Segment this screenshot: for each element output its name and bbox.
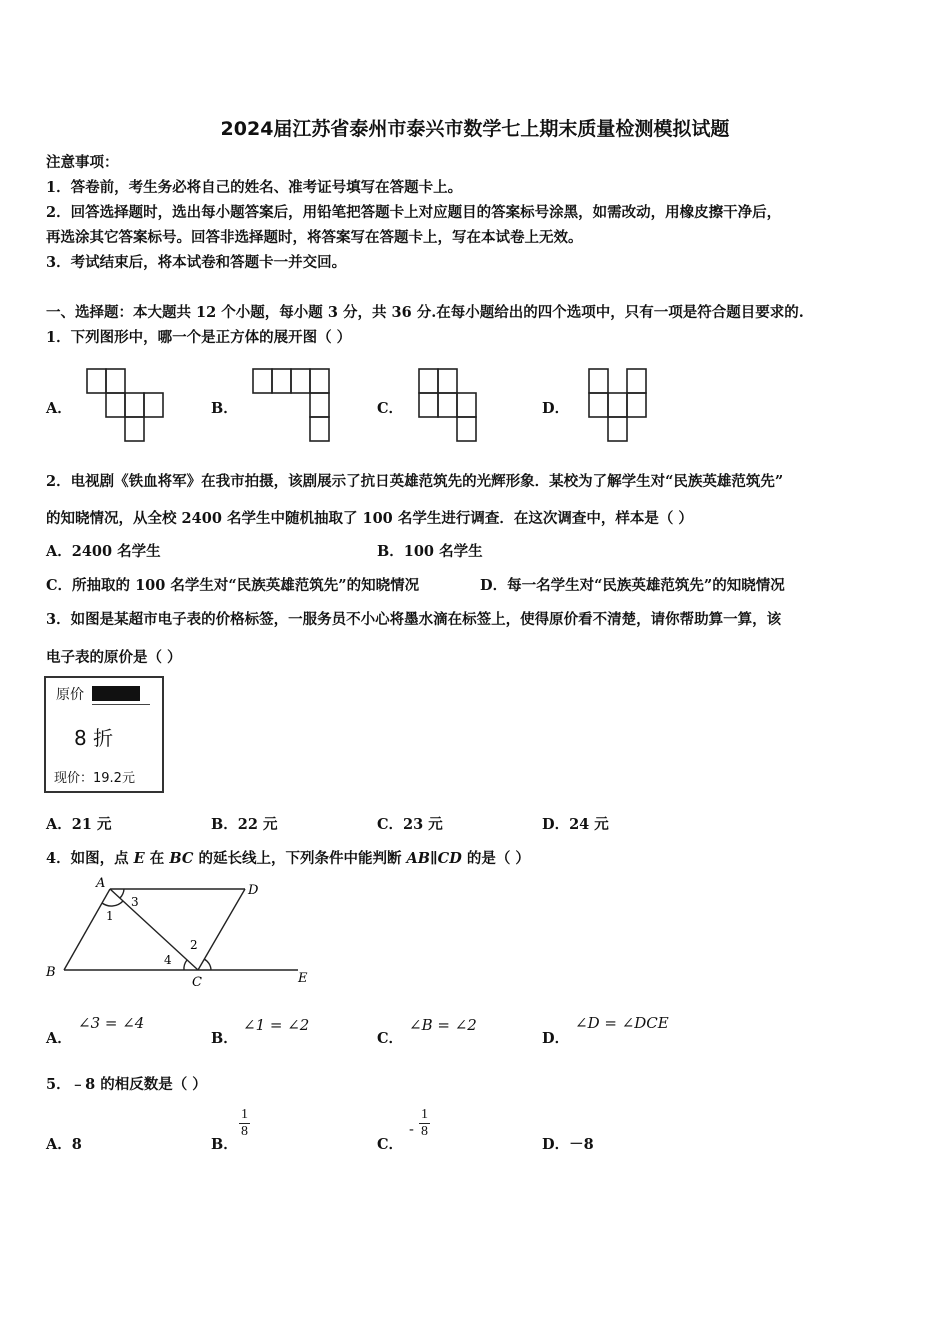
q1-net-d (586, 367, 652, 445)
q4-stem-parallel: AB∥CD (406, 850, 462, 867)
q2-option-a: A．2400 名学生 (46, 543, 161, 560)
notice-heading: 注意事项： (46, 154, 119, 171)
q4-label-c: C (192, 975, 202, 990)
q1-option-d: D． (542, 400, 570, 417)
q5-b-denominator: 8 (241, 1124, 248, 1139)
notice-item-3: 3．考试结束后，将本试卷和答题卡一并交回。 (46, 254, 347, 271)
q4-stem (46, 847, 530, 868)
q1-option-c: C． (377, 400, 404, 417)
price-tag-discount: 8 折 (74, 726, 114, 750)
q4-angle-2: 2 (190, 938, 198, 952)
q3-option-b: B．22 元 (211, 816, 278, 833)
q2-option-b: B．100 名学生 (377, 543, 483, 560)
q4-option-d-math: ∠D = ∠DCE (575, 1014, 669, 1032)
q4-stem-line-bc: BC (169, 850, 194, 867)
q5-c-numerator: 1 (421, 1107, 428, 1122)
q4-label-d: D (248, 883, 259, 898)
q5-option-a: A．8 (46, 1136, 82, 1153)
q4-option-b-label: B． (211, 1030, 238, 1047)
q4-stem-part4: 的是（ ） (461, 850, 530, 867)
page-title: 2024届江苏省泰州市泰兴市数学七上期末质量检测模拟试题 (220, 118, 730, 140)
ink-blot (92, 686, 140, 701)
q4-option-c-label: C． (377, 1030, 404, 1047)
q1-net-a (84, 367, 166, 445)
q4-stem-point-e: E (133, 850, 145, 867)
notice-item-2: 2．回答选择题时，选出每小题答案后，用铅笔把答题卡上对应题目的答案标号涂黑，如需改动，用橡皮擦干净后， (46, 204, 782, 221)
q4-option-d-label: D． (542, 1030, 570, 1047)
q5-option-d: D．－8 (542, 1136, 594, 1153)
q5-option-c-fraction (419, 1107, 430, 1140)
price-tag-original-label: 原价 (56, 687, 84, 703)
q1-stem: 1．下列图形中，哪一个是正方体的展开图（ ） (46, 329, 352, 346)
notice-item-1: 1．答卷前，考生务必将自己的姓名、准考证号填写在答题卡上。 (46, 179, 463, 196)
q5-option-c-sign: - (409, 1122, 414, 1138)
q4-option-a-label: A． (46, 1030, 72, 1047)
q1-net-c (416, 367, 482, 445)
q3-option-c: C．23 元 (377, 816, 443, 833)
q4-stem-part1: 4．如图，点 (46, 850, 134, 867)
q4-angle-3: 3 (131, 895, 139, 909)
price-underline (92, 704, 150, 705)
q1-net-b (250, 367, 332, 445)
q4-option-c-math: ∠B = ∠2 (409, 1016, 477, 1034)
q2-option-c: C．所抽取的 100 名学生对“民族英雄范筑先”的知晓情况 (46, 577, 420, 594)
q4-stem-part3: 的延长线上，下列条件中能判断 (193, 850, 407, 867)
q4-label-e: E (298, 971, 308, 986)
q1-option-b: B． (211, 400, 238, 417)
q3-stem-line1: 3．如图是某超市电子表的价格标签，一服务员不小心将墨水滴在标签上，使得原价看不清楚，请你帮助算一算，该 (46, 611, 782, 628)
section-heading: 一、选择题：本大题共 12 个小题，每小题 3 分，共 36 分.在每小题给出的四个选项中，只有一项是符合题目要求的. (46, 304, 804, 321)
q5-option-c-label: C． (377, 1136, 404, 1153)
q4-label-b: B (46, 965, 56, 980)
q4-angle-4: 4 (164, 953, 172, 967)
q3-option-d: D．24 元 (542, 816, 609, 833)
q1-option-a: A． (46, 400, 72, 417)
q2-stem-line1: 2．电视剧《铁血将军》在我市拍摄，该剧展示了抗日英雄范筑先的光辉形象．某校为了解学生对“民族英雄范筑先” (46, 473, 784, 490)
q4-angle-1: 1 (106, 909, 114, 923)
notice-item-2-cont: 再选涂其它答案标号。回答非选择题时，将答案写在答题卡上，写在本试卷上无效。 (46, 229, 583, 246)
q5-option-b-fraction (239, 1107, 250, 1140)
q4-figure (40, 872, 320, 994)
q4-option-b-math: ∠1 = ∠2 (243, 1016, 310, 1034)
q3-option-a: A．21 元 (46, 816, 112, 833)
q5-stem: 5．﹣8 的相反数是（ ） (46, 1076, 207, 1093)
q4-option-a-math: ∠3 = ∠4 (78, 1014, 145, 1032)
q4-label-a: A (96, 876, 106, 891)
price-tag (44, 676, 164, 793)
q2-option-d: D．每一名学生对“民族英雄范筑先”的知晓情况 (480, 577, 785, 594)
q3-stem-line2: 电子表的原价是（ ） (46, 649, 182, 666)
q2-stem-line2: 的知晓情况，从全校 2400 名学生中随机抽取了 100 名学生进行调查．在这次调查中，样本是（ ） (46, 510, 693, 527)
q4-stem-part2: 在 (144, 850, 170, 867)
q5-b-numerator: 1 (241, 1107, 248, 1122)
price-tag-current: 现价：19.2元 (54, 771, 135, 786)
q5-option-b-label: B． (211, 1136, 238, 1153)
q5-c-denominator: 8 (421, 1124, 428, 1139)
